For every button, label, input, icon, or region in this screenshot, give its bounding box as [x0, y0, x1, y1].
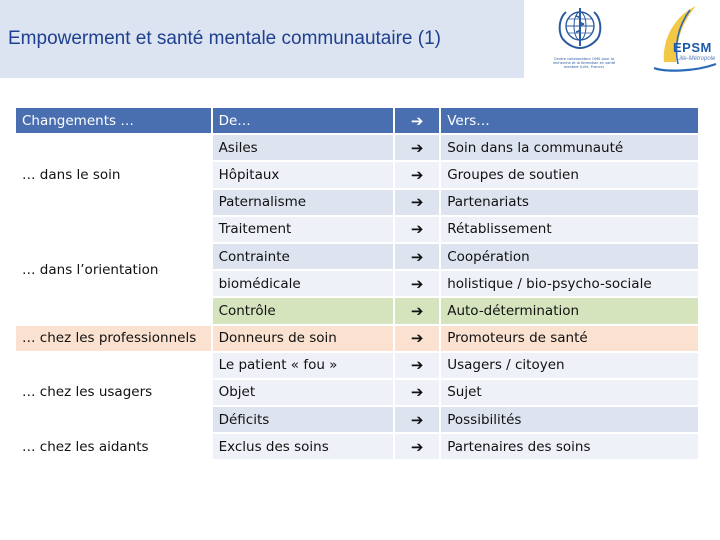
arrow-icon: ➔	[395, 135, 439, 160]
to-cell: Possibilités	[441, 407, 698, 432]
epsm-subtitle: Lille-Métropole	[676, 56, 716, 62]
header-arrow-icon: ➔	[395, 108, 439, 133]
to-cell: Rétablissement	[441, 217, 698, 242]
from-cell: Traitement	[213, 217, 394, 242]
arrow-icon: ➔	[395, 380, 439, 405]
to-cell: Usagers / citoyen	[441, 353, 698, 378]
who-caption: Centre collaborateur OMS pour la recherche et la formation en santé mentale (Lille, France)	[552, 57, 616, 70]
arrow-icon: ➔	[395, 271, 439, 296]
to-cell: Groupes de soutien	[441, 162, 698, 187]
arrow-icon: ➔	[395, 407, 439, 432]
arrow-icon: ➔	[395, 298, 439, 323]
header-category: Changements …	[16, 108, 211, 133]
logo-area	[540, 0, 720, 80]
category-orientation: … dans l’orientation	[16, 217, 211, 324]
changes-table	[14, 106, 700, 461]
arrow-icon: ➔	[395, 326, 439, 351]
arrow-icon: ➔	[395, 190, 439, 215]
category-usagers: … chez les usagers	[16, 353, 211, 433]
from-cell: Donneurs de soin	[213, 326, 394, 351]
from-cell: Contrôle	[213, 298, 394, 323]
from-cell: Paternalisme	[213, 190, 394, 215]
arrow-icon: ➔	[395, 353, 439, 378]
to-cell: Coopération	[441, 244, 698, 269]
header-from: De…	[213, 108, 394, 133]
category-soin: … dans le soin	[16, 135, 211, 215]
to-cell: Partenaires des soins	[441, 434, 698, 459]
epsm-swoosh-icon	[634, 2, 718, 74]
table-row	[16, 326, 698, 351]
arrow-icon: ➔	[395, 217, 439, 242]
arrow-icon: ➔	[395, 162, 439, 187]
category-aidants: … chez les aidants	[16, 434, 211, 459]
arrow-icon: ➔	[395, 244, 439, 269]
slide-title: Empowerment et santé mentale communautaire (1)	[8, 28, 441, 49]
to-cell: Partenariats	[441, 190, 698, 215]
from-cell: Asiles	[213, 135, 394, 160]
from-cell: biomédicale	[213, 271, 394, 296]
table-row	[16, 353, 698, 378]
table-header-row	[16, 108, 698, 133]
arrow-icon: ➔	[395, 434, 439, 459]
from-cell: Hôpitaux	[213, 162, 394, 187]
header-to: Vers…	[441, 108, 698, 133]
to-cell: Promoteurs de santé	[441, 326, 698, 351]
to-cell: Soin dans la communauté	[441, 135, 698, 160]
who-logo	[554, 2, 606, 54]
to-cell: Sujet	[441, 380, 698, 405]
table-row	[16, 217, 698, 242]
title-band	[0, 0, 524, 78]
from-cell: Déficits	[213, 407, 394, 432]
table-row	[16, 434, 698, 459]
from-cell: Contrainte	[213, 244, 394, 269]
category-professionnels: … chez les professionnels	[16, 326, 211, 351]
table-row	[16, 135, 698, 160]
from-cell: Le patient « fou »	[213, 353, 394, 378]
from-cell: Objet	[213, 380, 394, 405]
epsm-name: EPSM	[673, 40, 712, 55]
to-cell: Auto-détermination	[441, 298, 698, 323]
to-cell: holistique / bio-psycho-sociale	[441, 271, 698, 296]
from-cell: Exclus des soins	[213, 434, 394, 459]
